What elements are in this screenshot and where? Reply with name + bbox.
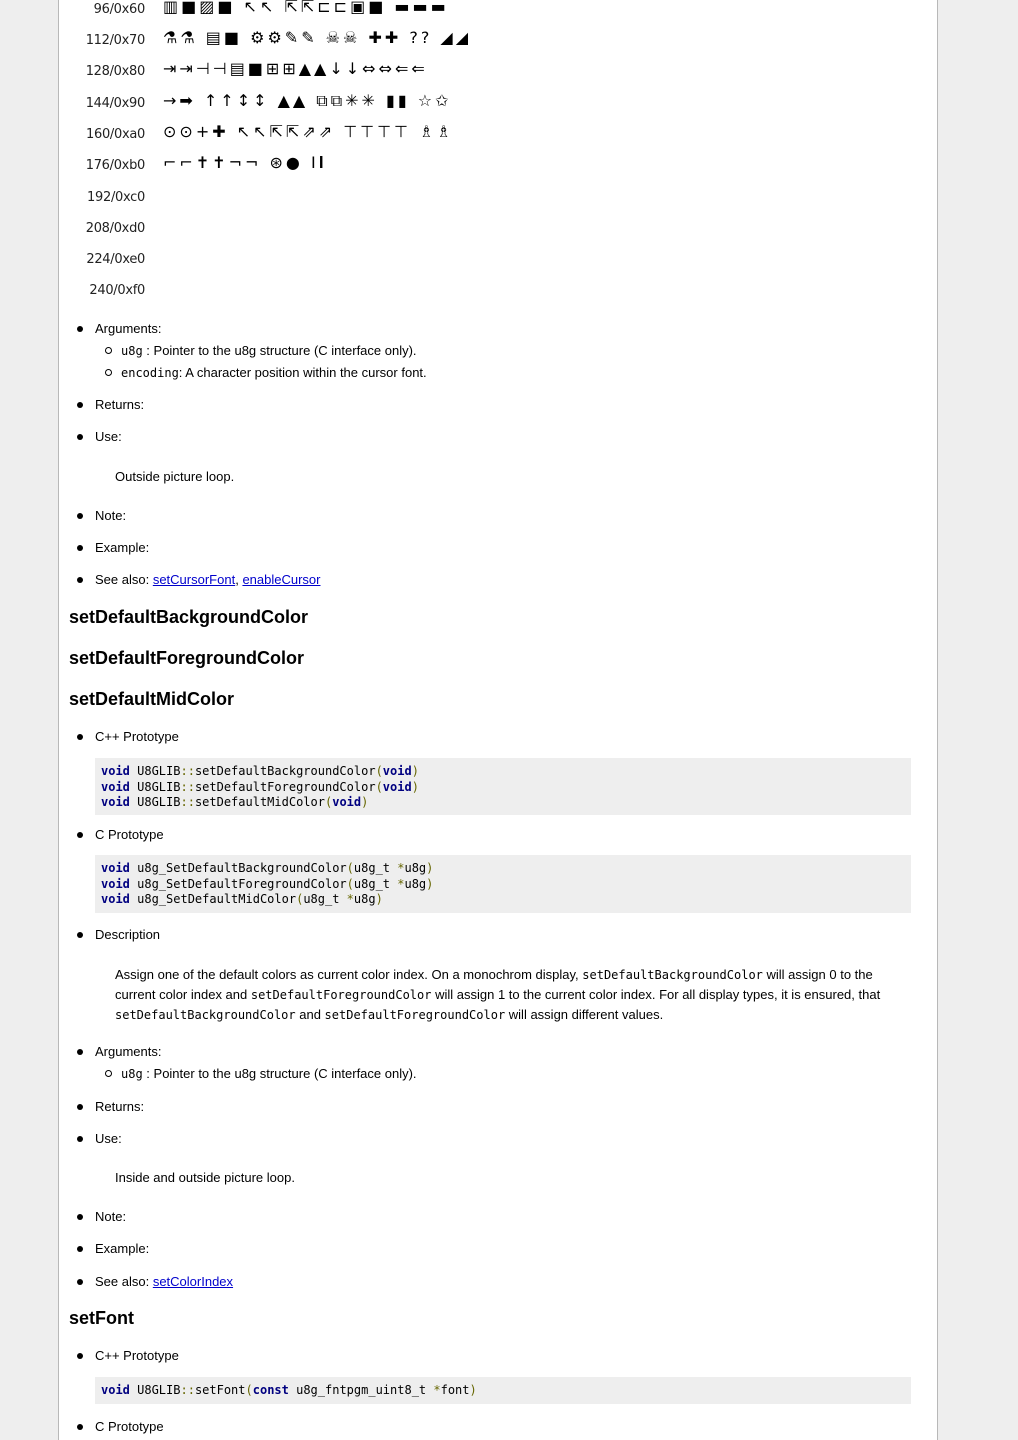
note-label: Note: [95,1209,127,1224]
code-operator: :: [180,795,195,809]
link-setcursorfont[interactable]: setCursorFont [152,572,236,587]
code-operator: * [433,1383,441,1397]
arg-desc: : A character position within the cursor font. [178,365,427,380]
see-also-label: See also: [95,572,153,587]
code-line [101,780,905,796]
desc-code: setDefaultBackgroundColor [582,968,763,982]
code-function: setFont [194,1383,246,1397]
link-enablecursor[interactable]: enableCursor [242,572,321,587]
code-paren: ) [426,861,434,875]
code-function: setDefaultForegroundColor [194,779,376,794]
code-paren: ( [324,795,333,809]
code-paren: ) [411,779,419,794]
code-class: U8GLIB [129,795,181,809]
returns-label: Returns: [95,1099,145,1114]
glyph-row-code: 96/0x60 [93,2,145,17]
code-operator: * [397,861,405,875]
example-label: Example: [95,540,150,555]
code-paren: ( [346,861,354,875]
code-type: u8g_t [353,876,398,891]
code-operator: :: [180,764,195,778]
glyph-row [69,153,569,187]
see-also-label: See also: [95,1274,153,1289]
code-paren: ) [469,1383,477,1397]
glyph-row-code: 112/0x70 [85,33,145,48]
code-class: U8GLIB [129,764,181,778]
code-line [101,795,905,811]
glyph-row-code: 176/0xb0 [85,158,145,173]
description-text [115,965,911,1025]
description-label: Description [95,927,161,942]
code-class: U8GLIB [129,1383,181,1397]
code-arg: u8g [353,892,376,906]
note-label: Note: [95,508,127,523]
arg-desc: : Pointer to the u8g structure (C interface only). [142,1066,417,1081]
glyph-row [69,188,569,219]
argument-encoding [121,365,427,381]
code-keyword: void [101,892,130,906]
code-keyword: void [332,795,362,809]
desc-text: Assign one of the default colors as current color index. On a monochrom display, [115,967,583,982]
glyph-row-code: 144/0x90 [85,96,145,111]
code-type: u8g_t [353,861,398,875]
cpp-prototype-label: C++ Prototype [95,1348,179,1363]
code-function: setDefaultBackgroundColor [194,764,376,778]
code-operator: :: [180,779,195,794]
code-paren: ( [375,764,383,778]
code-operator: :: [180,1383,195,1397]
code-arg: u8g [404,876,427,891]
code-function: u8g_SetDefaultMidColor [129,892,297,906]
glyph-row-code: 240/0xf0 [89,283,145,298]
code-operator: * [346,892,354,906]
code-keyword: void [101,861,130,875]
code-line [101,861,905,877]
argument-u8g [121,1066,417,1082]
code-keyword: void [101,876,130,891]
glyph-row-code: 160/0xa0 [86,127,145,142]
arg-name: u8g [121,344,143,358]
code-line [101,764,905,780]
heading-setdefaultbackgroundcolor: setDefaultBackgroundColor [69,607,309,627]
code-keyword: const [252,1383,289,1397]
code-paren: ) [361,795,369,809]
code-operator: * [397,876,405,891]
code-function: u8g_SetDefaultBackgroundColor [129,861,347,875]
glyph-row [69,0,569,31]
glyph-row-code: 128/0x80 [85,64,145,79]
code-paren: ( [375,779,383,794]
desc-code: setDefaultBackgroundColor [115,1008,296,1022]
desc-text: will assign 0 to the current color index and [115,967,873,1002]
code-paren: ) [375,892,383,906]
heading-setfont: setFont [69,1308,134,1328]
see-also [95,572,320,588]
code-function: u8g_SetDefaultForegroundColor [129,876,347,891]
glyph-row-code: 208/0xd0 [85,221,145,236]
code-line [101,877,905,893]
code-paren: ( [346,876,354,891]
glyph-row-glyphs: ▥■▨■ ↖↖ ⇱⇱⊏⊏▣■ ▬▬▬ [163,0,449,16]
code-line [101,892,905,908]
see-also [95,1274,233,1290]
code-keyword: void [101,764,130,778]
code-keyword: void [382,764,412,778]
code-keyword: void [382,779,412,794]
see-also-separator: , [235,572,243,587]
glyph-row [69,219,569,250]
code-keyword: void [101,1383,130,1397]
use-text: Outside picture loop. [115,469,235,484]
glyph-row [69,59,569,93]
cpp-prototype-code [95,1377,911,1404]
glyph-row-code: 192/0xc0 [87,190,145,205]
glyph-row-glyphs: →➡ ↑↑↕↕ ▲▲ ⧉⧉✳✳ ▮▮ ☆✩ [163,91,452,110]
desc-code: setDefaultForegroundColor [324,1008,506,1022]
code-arg: u8g [404,861,427,875]
arg-name: u8g [121,1067,143,1081]
code-arg: font [440,1383,470,1397]
c-prototype-code [95,855,911,913]
desc-text: will assign 1 to the current color index. For all display types, it is ensured, that [431,987,881,1002]
use-text: Inside and outside picture loop. [115,1170,295,1185]
code-type: u8g_t [303,892,347,906]
link-setcolorindex[interactable]: setColorIndex [152,1274,234,1289]
desc-text: will assign different values. [505,1007,664,1022]
example-label: Example: [95,1241,150,1256]
returns-label: Returns: [95,397,145,412]
glyph-row [69,28,569,62]
glyph-row [69,281,569,312]
code-paren: ( [296,892,304,906]
code-paren: ) [411,764,419,778]
arguments-label: Arguments: [95,1044,162,1059]
code-paren: ) [426,876,434,891]
desc-code: setDefaultForegroundColor [250,988,432,1002]
glyph-row [69,91,569,125]
use-label: Use: [95,429,122,444]
code-keyword: void [101,779,130,794]
glyph-row [69,122,569,156]
arguments-label: Arguments: [95,321,162,336]
glyph-row-code: 224/0xe0 [86,252,145,267]
heading-setdefaultforegroundcolor: setDefaultForegroundColor [69,648,305,668]
glyph-row-glyphs: ⚗⚗ ▤■ ⚙⚙✎✎ ☠☠ ✚✚ ?? ◢◢ [163,28,472,47]
cpp-prototype-label: C++ Prototype [95,729,179,744]
code-function: setDefaultMidColor [194,795,325,809]
use-label: Use: [95,1131,122,1146]
glyph-row [69,250,569,281]
code-paren: ( [245,1383,253,1397]
document-page [58,0,938,1440]
c-prototype-label: C Prototype [95,827,164,842]
glyph-row-glyphs: ⌐⌐✝✝¬¬ ⊛● I𝐈 [163,153,327,172]
c-prototype-label: C Prototype [95,1419,164,1434]
cpp-prototype-code [95,758,911,815]
code-keyword: void [101,795,130,809]
argument-u8g [121,343,417,359]
desc-text: and [295,1007,325,1022]
code-type: u8g_fntpgm_uint8_t [288,1383,434,1397]
arg-name: encoding [121,366,179,380]
heading-setdefaultmidcolor: setDefaultMidColor [69,689,235,709]
arg-desc: : Pointer to the u8g structure (C interface only). [142,343,417,358]
glyph-row-glyphs: ⇥⇥⊣⊣▤■⊞⊞▲▲↓↓⇔⇔⇐⇐ [163,59,428,78]
code-class: U8GLIB [129,779,181,794]
glyph-row-glyphs: ⊙⊙+✚ ↖↖⇱⇱⇗⇗ ⊤⊤⊤⊤ ♗♗ [163,122,454,141]
